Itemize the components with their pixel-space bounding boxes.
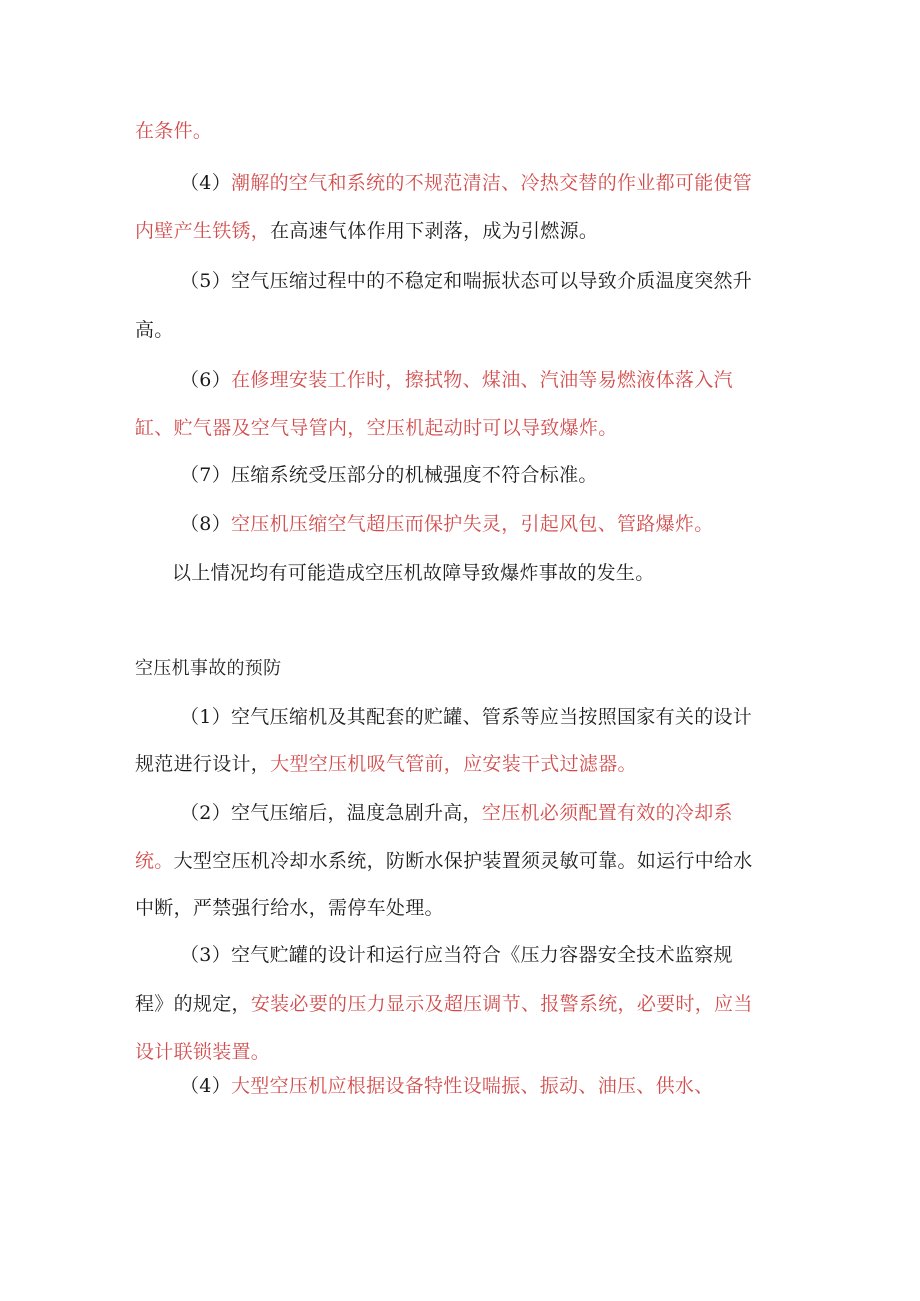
text-segment: 规范进行设计， [135, 753, 271, 775]
text-line-8 [180, 463, 598, 487]
text-segment: 中断，严禁强行给水，需停车处理。 [135, 897, 444, 919]
text-line-18 [135, 992, 753, 1016]
text-segment: 大型空压机吸气管前，应安装干式过滤器。 [270, 753, 637, 775]
text-line-3 [135, 219, 598, 243]
text-segment: （4） [180, 1075, 231, 1097]
text-line-6 [180, 368, 733, 392]
text-line-16 [135, 896, 444, 920]
text-segment: 程》的规定， [135, 993, 251, 1015]
text-segment: 大型空压机应根据设备特性设喘振、振动、油压、供水、 [231, 1075, 714, 1097]
text-segment: 缸、贮气器及空气导管内，空压机起动时可以导致爆炸。 [135, 417, 618, 439]
text-segment: 内壁产生铁锈， [135, 220, 271, 242]
text-segment: （1）空气压缩机及其配套的贮罐、管系等应当按照国家有关的设计 [180, 706, 753, 728]
text-line-7 [135, 416, 618, 440]
text-segment: （3）空气贮罐的设计和运行应当符合《压力容器安全技术监察规 [180, 944, 733, 966]
text-line-19 [135, 1040, 270, 1064]
text-line-4 [180, 269, 752, 293]
text-segment: （8） [180, 513, 231, 535]
text-line-17 [180, 943, 733, 967]
text-segment: （7）压缩系统受压部分的机械强度不符合标准。 [180, 464, 598, 486]
text-line-2 [180, 171, 752, 195]
text-segment: 统。 [135, 850, 174, 872]
text-segment: 空压机压缩空气超压而保护失灵，引起风包、管路爆炸。 [231, 513, 714, 535]
text-segment: 以上情况均有可能造成空压机故障导致爆炸事故的发生。 [172, 562, 655, 584]
text-segment: 潮解的空气和系统的不规范清洁、冷热交替的作业都可能使管 [231, 172, 753, 194]
text-line-15 [135, 849, 753, 873]
text-segment: 空压机必须配置有效的冷却系 [481, 802, 733, 824]
text-segment: 在条件。 [135, 120, 213, 142]
text-segment: 空压机事故的预防 [135, 658, 282, 679]
text-line-13 [135, 752, 637, 776]
section-heading [135, 657, 281, 681]
text-segment: （6） [180, 369, 231, 391]
text-line-9 [180, 512, 714, 536]
text-segment: （5）空气压缩过程中的不稳定和喘振状态可以导致介质温度突然升 [180, 270, 753, 292]
text-segment: 在修理安装工作时，擦拭物、煤油、汽油等易燃液体落入汽 [231, 369, 733, 391]
text-line-20 [180, 1074, 714, 1098]
text-segment: 大型空压机冷却水系统，防断水保护装置须灵敏可靠。如运行中给水 [173, 850, 753, 872]
text-segment: 设计联锁装置。 [135, 1041, 271, 1063]
text-line-1 [135, 119, 212, 143]
text-segment: （4） [180, 172, 231, 194]
text-line-14 [180, 801, 733, 825]
text-line-10 [172, 561, 655, 585]
text-segment: （2）空气压缩后，温度急剧升高， [180, 802, 482, 824]
text-segment: 高。 [135, 319, 174, 341]
text-segment: 安装必要的压力显示及超压调节、报警系统，必要时，应当 [250, 993, 753, 1015]
text-segment: 在高速气体作用下剥落，成为引燃源。 [270, 220, 599, 242]
text-line-5 [135, 318, 174, 342]
text-line-12 [180, 705, 752, 729]
